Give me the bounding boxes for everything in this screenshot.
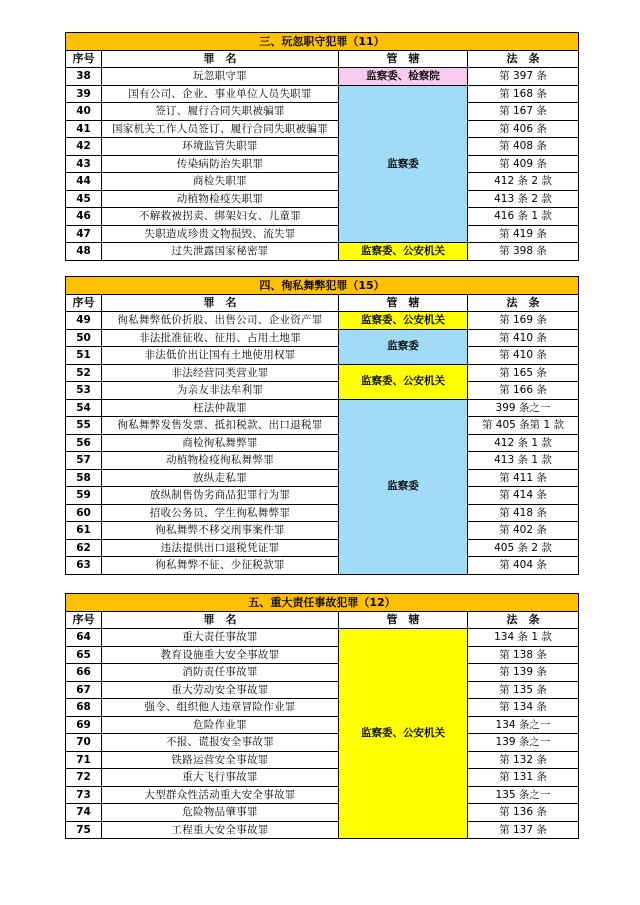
article-cell: 第 410 条 bbox=[468, 329, 579, 347]
section-table-dereliction bbox=[65, 32, 579, 261]
row-num: 40 bbox=[66, 103, 102, 121]
crime-name: 过失泄露国家秘密罪 bbox=[102, 243, 339, 261]
crime-name: 不报、谎报安全事故罪 bbox=[102, 734, 339, 752]
row-num: 64 bbox=[66, 629, 102, 647]
table-row bbox=[66, 347, 579, 365]
article-cell: 第 411 条 bbox=[468, 469, 579, 487]
article-cell: 第 139 条 bbox=[468, 664, 579, 682]
article-cell: 第 131 条 bbox=[468, 769, 579, 787]
jurisdiction-cell: 监察委、检察院 bbox=[339, 68, 468, 86]
header-crime: 罪 名 bbox=[102, 611, 339, 629]
table-row bbox=[66, 85, 579, 103]
jurisdiction-cell: 监察委、公安机关 bbox=[339, 629, 468, 839]
article-cell: 413 条 1 款 bbox=[468, 452, 579, 470]
header-crime: 罪 名 bbox=[102, 50, 339, 68]
row-num: 75 bbox=[66, 821, 102, 839]
crime-name: 招收公务员、学生徇私舞弊罪 bbox=[102, 504, 339, 522]
article-cell: 第 410 条 bbox=[468, 347, 579, 365]
table-row bbox=[66, 734, 579, 752]
table-row bbox=[66, 716, 579, 734]
article-cell: 第 405 条第 1 款 bbox=[468, 417, 579, 435]
row-num: 72 bbox=[66, 769, 102, 787]
table-row bbox=[66, 646, 579, 664]
row-num: 51 bbox=[66, 347, 102, 365]
table-row bbox=[66, 68, 579, 86]
table-row bbox=[66, 382, 579, 400]
crime-name: 环境监管失职罪 bbox=[102, 138, 339, 156]
article-cell: 第 398 条 bbox=[468, 243, 579, 261]
row-num: 66 bbox=[66, 664, 102, 682]
article-cell: 412 条 2 款 bbox=[468, 173, 579, 191]
article-cell: 第 406 条 bbox=[468, 120, 579, 138]
crime-name: 重大责任事故罪 bbox=[102, 629, 339, 647]
section-title: 三、玩忽职守犯罪（11） bbox=[66, 33, 579, 51]
article-cell: 416 条 1 款 bbox=[468, 208, 579, 226]
header-num: 序号 bbox=[66, 50, 102, 68]
row-num: 38 bbox=[66, 68, 102, 86]
article-cell: 第 404 条 bbox=[468, 557, 579, 575]
crime-name: 动植物检疫徇私舞弊罪 bbox=[102, 452, 339, 470]
table-row bbox=[66, 120, 579, 138]
article-cell: 399 条之一 bbox=[468, 399, 579, 417]
row-num: 41 bbox=[66, 120, 102, 138]
jurisdiction-cell: 监察委 bbox=[339, 85, 468, 243]
article-cell: 第 134 条 bbox=[468, 699, 579, 717]
article-cell: 413 条 2 款 bbox=[468, 190, 579, 208]
article-cell: 405 条 2 款 bbox=[468, 539, 579, 557]
table-row bbox=[66, 138, 579, 156]
crime-name: 商检失职罪 bbox=[102, 173, 339, 191]
table-row bbox=[66, 664, 579, 682]
table-row bbox=[66, 769, 579, 787]
row-num: 56 bbox=[66, 434, 102, 452]
crime-name: 危险作业罪 bbox=[102, 716, 339, 734]
article-cell: 139 条之一 bbox=[468, 734, 579, 752]
table-row bbox=[66, 539, 579, 557]
article-cell: 第 402 条 bbox=[468, 522, 579, 540]
crime-name: 徇私舞弊发售发票、抵扣税款、出口退税罪 bbox=[102, 417, 339, 435]
crime-name: 非法经营同类营业罪 bbox=[102, 364, 339, 382]
row-num: 57 bbox=[66, 452, 102, 470]
row-num: 39 bbox=[66, 85, 102, 103]
section-title: 五、重大责任事故犯罪（12） bbox=[66, 594, 579, 612]
table-row bbox=[66, 804, 579, 822]
crime-name: 重大劳动安全事故罪 bbox=[102, 681, 339, 699]
table-row bbox=[66, 751, 579, 769]
table-row bbox=[66, 329, 579, 347]
header-article: 法 条 bbox=[468, 50, 579, 68]
table-row bbox=[66, 699, 579, 717]
table-row bbox=[66, 786, 579, 804]
crime-name: 违法提供出口退税凭证罪 bbox=[102, 539, 339, 557]
crime-name: 危险物品肇事罪 bbox=[102, 804, 339, 822]
row-num: 62 bbox=[66, 539, 102, 557]
crime-name: 非法低价出让国有土地使用权罪 bbox=[102, 347, 339, 365]
article-cell: 第 419 条 bbox=[468, 225, 579, 243]
row-num: 48 bbox=[66, 243, 102, 261]
header-jurisdiction: 管 辖 bbox=[339, 50, 468, 68]
article-cell: 第 165 条 bbox=[468, 364, 579, 382]
crime-name: 签订、履行合同失职被骗罪 bbox=[102, 103, 339, 121]
section-title: 四、徇私舞弊犯罪（15） bbox=[66, 277, 579, 295]
table-row bbox=[66, 173, 579, 191]
article-cell: 第 167 条 bbox=[468, 103, 579, 121]
crime-name: 重大飞行事故罪 bbox=[102, 769, 339, 787]
row-num: 46 bbox=[66, 208, 102, 226]
table-row bbox=[66, 452, 579, 470]
article-cell: 第 168 条 bbox=[468, 85, 579, 103]
row-num: 69 bbox=[66, 716, 102, 734]
row-num: 70 bbox=[66, 734, 102, 752]
article-cell: 第 169 条 bbox=[468, 312, 579, 330]
crime-name: 放纵制售伪劣商品犯罪行为罪 bbox=[102, 487, 339, 505]
table-row bbox=[66, 243, 579, 261]
table-row bbox=[66, 208, 579, 226]
article-cell: 134 条 1 款 bbox=[468, 629, 579, 647]
header-num: 序号 bbox=[66, 611, 102, 629]
jurisdiction-cell: 监察委 bbox=[339, 329, 468, 364]
section-table-favoritism bbox=[65, 276, 579, 575]
article-cell: 第 418 条 bbox=[468, 504, 579, 522]
jurisdiction-cell: 监察委、公安机关 bbox=[339, 364, 468, 399]
header-row bbox=[66, 294, 579, 312]
table-row bbox=[66, 522, 579, 540]
section-table-major-liability bbox=[65, 593, 579, 839]
row-num: 53 bbox=[66, 382, 102, 400]
table-row bbox=[66, 504, 579, 522]
table-row bbox=[66, 681, 579, 699]
table-row bbox=[66, 312, 579, 330]
row-num: 60 bbox=[66, 504, 102, 522]
table-row bbox=[66, 190, 579, 208]
article-cell: 第 136 条 bbox=[468, 804, 579, 822]
jurisdiction-cell: 监察委、公安机关 bbox=[339, 243, 468, 261]
row-num: 50 bbox=[66, 329, 102, 347]
header-article: 法 条 bbox=[468, 611, 579, 629]
article-cell: 第 409 条 bbox=[468, 155, 579, 173]
jurisdiction-cell: 监察委 bbox=[339, 399, 468, 574]
row-num: 43 bbox=[66, 155, 102, 173]
header-crime: 罪 名 bbox=[102, 294, 339, 312]
row-num: 45 bbox=[66, 190, 102, 208]
article-cell: 第 408 条 bbox=[468, 138, 579, 156]
table-row bbox=[66, 821, 579, 839]
crime-name: 强令、组织他人违章冒险作业罪 bbox=[102, 699, 339, 717]
crime-name: 不解救被拐卖、绑架妇女、儿童罪 bbox=[102, 208, 339, 226]
crime-name: 商检徇私舞弊罪 bbox=[102, 434, 339, 452]
article-cell: 第 135 条 bbox=[468, 681, 579, 699]
crime-name: 国有公司、企业、事业单位人员失职罪 bbox=[102, 85, 339, 103]
row-num: 61 bbox=[66, 522, 102, 540]
table-row bbox=[66, 364, 579, 382]
crime-name: 工程重大安全事故罪 bbox=[102, 821, 339, 839]
jurisdiction-cell: 监察委、公安机关 bbox=[339, 312, 468, 330]
crime-name: 放纵走私罪 bbox=[102, 469, 339, 487]
crime-name: 为亲友非法牟利罪 bbox=[102, 382, 339, 400]
article-cell: 134 条之一 bbox=[468, 716, 579, 734]
table-row bbox=[66, 417, 579, 435]
header-row bbox=[66, 611, 579, 629]
crime-name: 国家机关工作人员签订、履行合同失职被骗罪 bbox=[102, 120, 339, 138]
header-row bbox=[66, 50, 579, 68]
header-article: 法 条 bbox=[468, 294, 579, 312]
row-num: 58 bbox=[66, 469, 102, 487]
row-num: 44 bbox=[66, 173, 102, 191]
table-row bbox=[66, 487, 579, 505]
header-jurisdiction: 管 辖 bbox=[339, 611, 468, 629]
crime-name: 传染病防治失职罪 bbox=[102, 155, 339, 173]
crime-name: 徇私舞弊不移交刑事案件罪 bbox=[102, 522, 339, 540]
article-cell: 第 132 条 bbox=[468, 751, 579, 769]
article-cell: 第 137 条 bbox=[468, 821, 579, 839]
row-num: 47 bbox=[66, 225, 102, 243]
article-cell: 第 397 条 bbox=[468, 68, 579, 86]
row-num: 67 bbox=[66, 681, 102, 699]
crime-name: 玩忽职守罪 bbox=[102, 68, 339, 86]
crime-name: 徇私舞弊不征、少征税款罪 bbox=[102, 557, 339, 575]
article-cell: 412 条 1 款 bbox=[468, 434, 579, 452]
table-row bbox=[66, 557, 579, 575]
crime-name: 大型群众性活动重大安全事故罪 bbox=[102, 786, 339, 804]
crime-name: 枉法仲裁罪 bbox=[102, 399, 339, 417]
row-num: 63 bbox=[66, 557, 102, 575]
header-num: 序号 bbox=[66, 294, 102, 312]
row-num: 71 bbox=[66, 751, 102, 769]
table-row bbox=[66, 434, 579, 452]
article-cell: 第 138 条 bbox=[468, 646, 579, 664]
row-num: 74 bbox=[66, 804, 102, 822]
crime-name: 教育设施重大安全事故罪 bbox=[102, 646, 339, 664]
row-num: 49 bbox=[66, 312, 102, 330]
row-num: 55 bbox=[66, 417, 102, 435]
article-cell: 135 条之一 bbox=[468, 786, 579, 804]
table-row bbox=[66, 469, 579, 487]
article-cell: 第 414 条 bbox=[468, 487, 579, 505]
row-num: 73 bbox=[66, 786, 102, 804]
row-num: 59 bbox=[66, 487, 102, 505]
crime-name: 动植物检疫失职罪 bbox=[102, 190, 339, 208]
article-cell: 第 166 条 bbox=[468, 382, 579, 400]
crime-name: 失职造成珍贵文物损毁、流失罪 bbox=[102, 225, 339, 243]
header-jurisdiction: 管 辖 bbox=[339, 294, 468, 312]
table-row bbox=[66, 629, 579, 647]
table-row bbox=[66, 399, 579, 417]
row-num: 42 bbox=[66, 138, 102, 156]
table-row bbox=[66, 103, 579, 121]
row-num: 68 bbox=[66, 699, 102, 717]
row-num: 54 bbox=[66, 399, 102, 417]
crime-name: 铁路运营安全事故罪 bbox=[102, 751, 339, 769]
table-row bbox=[66, 225, 579, 243]
crime-name: 消防责任事故罪 bbox=[102, 664, 339, 682]
crime-name: 非法批准征收、征用、占用土地罪 bbox=[102, 329, 339, 347]
table-row bbox=[66, 155, 579, 173]
row-num: 52 bbox=[66, 364, 102, 382]
crime-name: 徇私舞弊低价折股、出售公司、企业资产罪 bbox=[102, 312, 339, 330]
row-num: 65 bbox=[66, 646, 102, 664]
